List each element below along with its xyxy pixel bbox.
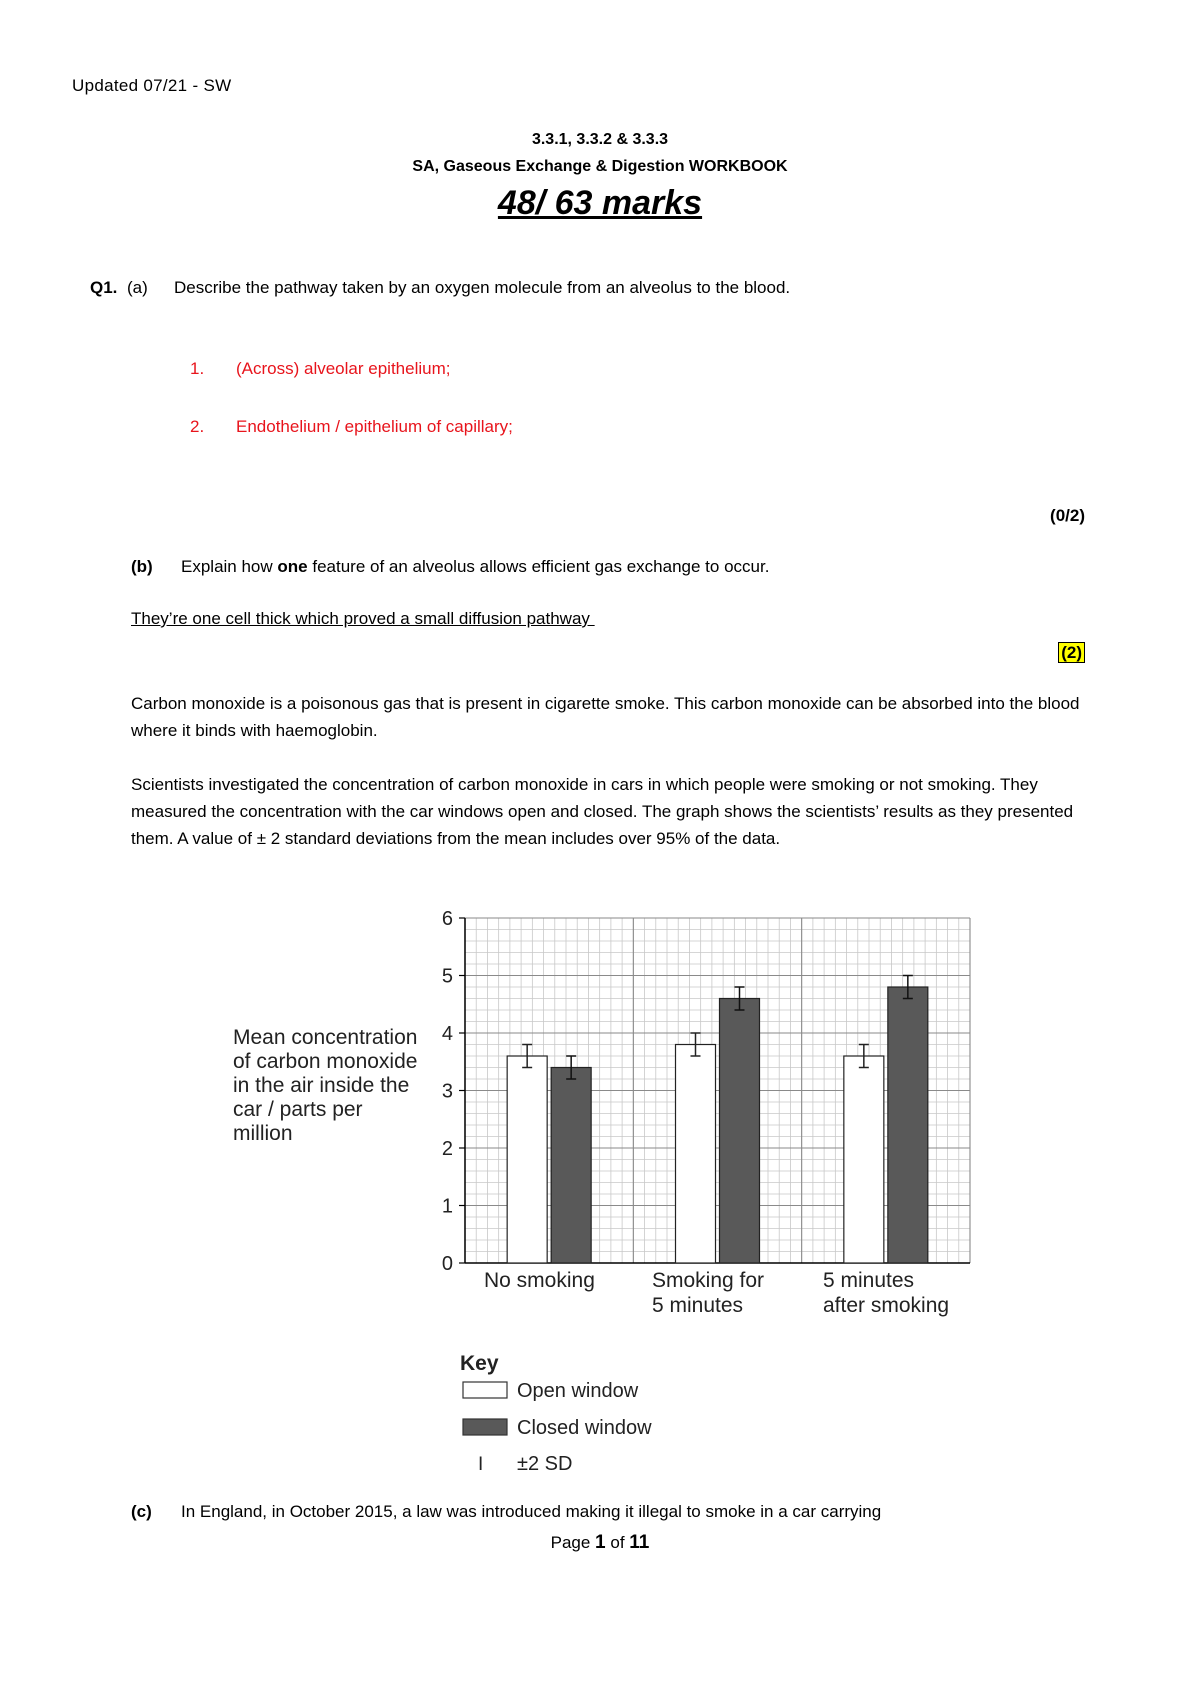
intro-paragraph-2: Scientists investigated the concentration of carbon monoxide in cars in which people were smoking or not smoking. They measured the concentration with the car windows open and closed. The graph shows the scientists’ results as they presented them. A value of ± 2 standard deviations from the mean includes over 95% of the data. — [131, 775, 1074, 848]
part-c-question: In England, in October 2015, a law was introduced making it illegal to smoke in a car carrying — [181, 1502, 882, 1521]
legend-closed-label: Closed window — [517, 1417, 652, 1439]
chart-legend — [460, 1352, 652, 1475]
bar-closed-window — [888, 987, 928, 1263]
part-a-question: Describe the pathway taken by an oxygen molecule from an alveolus to the blood. — [174, 278, 791, 297]
y-axis-label-line: car / parts per — [233, 1098, 363, 1121]
category-label: Smoking for — [652, 1269, 765, 1292]
answer-text: Endothelium / epithelium of capillary; — [236, 417, 513, 436]
y-tick-label: 6 — [441, 908, 453, 930]
answer-number: 1. — [190, 359, 205, 378]
category-label: after smoking — [823, 1294, 950, 1317]
intro-paragraph-1: Carbon monoxide is a poisonous gas that is present in cigarette smoke. This carbon monoxide can be absorbed into the blood where it binds with haemoglobin. — [131, 694, 1080, 740]
category-label: 5 minutes — [823, 1269, 915, 1292]
legend-sd-symbol: I — [478, 1454, 484, 1475]
y-axis-label — [233, 1026, 417, 1145]
y-tick-label: 4 — [441, 1023, 453, 1045]
bar-closed-window — [720, 999, 760, 1264]
y-axis-label-line: of carbon monoxide — [233, 1050, 418, 1073]
answer-number: 2. — [190, 417, 205, 436]
y-axis-label-line: million — [233, 1122, 293, 1145]
x-axis-categories — [484, 1269, 949, 1317]
header-note: Updated 07/21 - SW — [72, 76, 232, 95]
bar-closed-window — [551, 1068, 591, 1264]
y-tick-label: 3 — [441, 1080, 453, 1103]
question-number: Q1. — [90, 278, 118, 297]
workbook-title: SA, Gaseous Exchange & Digestion WORKBOOK — [412, 158, 788, 175]
y-tick-label: 5 — [441, 965, 453, 988]
answer-text: (Across) alveolar epithelium; — [236, 359, 451, 378]
part-b-question: Explain how one feature of an alveolus allows efficient gas exchange to occur. — [181, 557, 770, 576]
part-a-letter: (a) — [127, 278, 148, 297]
part-b-answer: They’re one cell thick which proved a small diffusion pathway — [131, 609, 595, 628]
page-footer: Page 1 of 11 — [550, 1532, 650, 1553]
legend-sd-label: ±2 SD — [517, 1453, 573, 1475]
legend-open-swatch — [463, 1382, 507, 1398]
part-c-letter: (c) — [131, 1502, 152, 1521]
y-axis-ticks — [442, 908, 465, 1275]
y-axis-label-line: in the air inside the — [233, 1074, 410, 1097]
y-tick-label: 1 — [441, 1195, 453, 1218]
legend-title: Key — [460, 1352, 499, 1375]
bar-open-window — [507, 1056, 547, 1263]
category-label: 5 minutes — [652, 1294, 744, 1317]
y-tick-label: 2 — [441, 1138, 453, 1160]
part-b-letter: (b) — [131, 557, 153, 576]
y-tick-label: 0 — [441, 1253, 453, 1275]
category-label: No smoking — [484, 1269, 595, 1292]
total-marks: 48/ 63 marks — [497, 184, 703, 222]
spec-codes: 3.3.1, 3.3.2 & 3.3.3 — [531, 131, 669, 148]
bar-open-window — [844, 1056, 884, 1263]
bar-open-window — [676, 1045, 716, 1264]
legend-open-label: Open window — [517, 1380, 639, 1402]
part-b-score: (2) — [1058, 643, 1085, 663]
part-a-score: (0/2) — [1050, 506, 1085, 525]
y-axis-label-line: Mean concentration — [233, 1026, 418, 1049]
co-concentration-chart — [0, 890, 1200, 1490]
legend-closed-swatch — [463, 1419, 507, 1435]
